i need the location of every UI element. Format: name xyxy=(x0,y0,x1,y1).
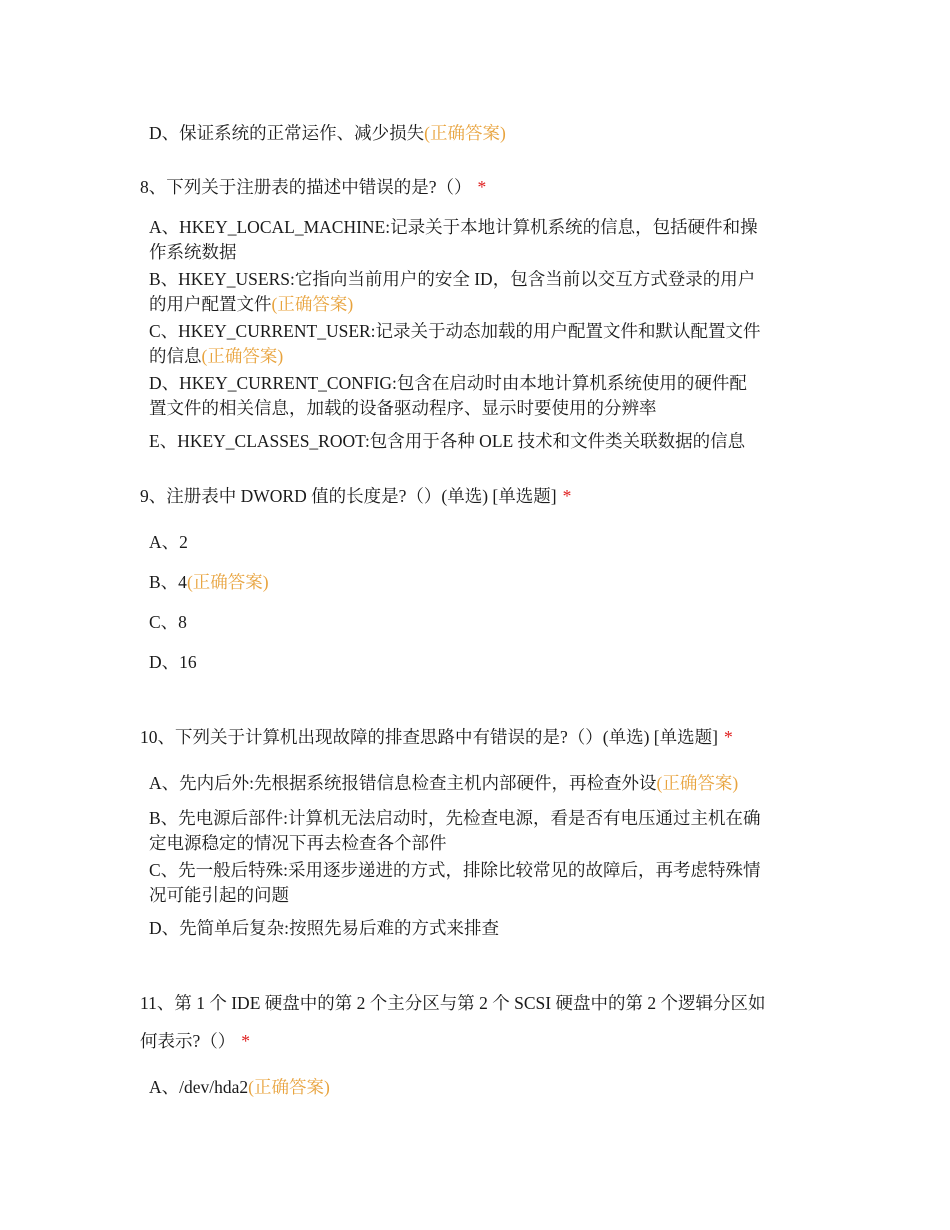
question-8-option-a: A、HKEY_LOCAL_MACHINE:记录关于本地计算机系统的信息，包括硬件和操 xyxy=(149,217,758,237)
question-8-option-e: E、HKEY_CLASSES_ROOT:包含用于各种 OLE 技术和文件类关联数据的信息 xyxy=(149,431,746,451)
question-8-title: 8、下列关于注册表的描述中错误的是?（） * xyxy=(140,177,487,197)
correct-answer-marker: (正确答案) xyxy=(656,773,739,793)
correct-answer-marker: (正确答案) xyxy=(201,346,284,366)
question-10-option-c-cont: 况可能引起的问题 xyxy=(149,885,289,905)
correct-answer-marker: (正确答案) xyxy=(248,1077,330,1097)
correct-answer-marker: (正确答案) xyxy=(271,294,354,314)
question-8-option-b-cont: 的用户配置文件(正确答案) xyxy=(149,294,354,314)
question-11-option-a: A、/dev/hda2(正确答案) xyxy=(149,1077,330,1097)
correct-answer-marker: (正确答案) xyxy=(424,123,506,143)
question-8-option-c-cont: 的信息(正确答案) xyxy=(149,346,284,366)
question-10-option-a: A、先内后外:先根据系统报错信息检查主机内部硬件，再检查外设(正确答案) xyxy=(149,773,739,793)
question-9-option-d: D、16 xyxy=(149,652,197,672)
question-10-option-b: B、先电源后部件:计算机无法启动时，先检查电源，看是否有电压通过主机在确 xyxy=(149,808,761,828)
question-8-option-c: C、HKEY_CURRENT_USER:记录关于动态加载的用户配置文件和默认配置文件 xyxy=(149,321,761,341)
question-10-option-b-cont: 定电源稳定的情况下再去检查各个部件 xyxy=(149,833,447,853)
question-9-option-a: A、2 xyxy=(149,532,188,552)
correct-answer-marker: (正确答案) xyxy=(186,572,269,592)
required-marker: * xyxy=(477,177,487,197)
question-11-title: 11、第 1 个 IDE 硬盘中的第 2 个主分区与第 2 个 SCSI 硬盘中的第 2 个逻辑分区如 xyxy=(140,993,766,1013)
question-8-option-d-cont: 置文件的相关信息，加载的设备驱动程序、显示时要使用的分辨率 xyxy=(149,398,657,418)
question-9-option-c: C、8 xyxy=(149,612,187,632)
question-11-title-cont: 何表示?（） * xyxy=(140,1031,251,1051)
question-10-title: 10、下列关于计算机出现故障的排查思路中有错误的是?（）(单选) [单选题] * xyxy=(140,727,733,747)
question-10-option-c: C、先一般后特殊:采用逐步递进的方式，排除比较常见的故障后，再考虑特殊情 xyxy=(149,860,761,880)
option-prev-d: D、保证系统的正常运作、减少损失(正确答案) xyxy=(149,123,506,143)
question-8-option-a-cont: 作系统数据 xyxy=(149,242,237,262)
question-8-option-b: B、HKEY_USERS:它指向当前用户的安全 ID，包含当前以交互方式登录的用户 xyxy=(149,269,756,289)
question-8-option-d: D、HKEY_CURRENT_CONFIG:包含在启动时由本地计算机系统使用的硬件配 xyxy=(149,373,747,393)
required-marker: * xyxy=(723,727,733,747)
question-10-option-d: D、先简单后复杂:按照先易后难的方式来排查 xyxy=(149,918,499,938)
question-9-title: 9、注册表中 DWORD 值的长度是?（）(单选) [单选题] * xyxy=(140,486,572,506)
required-marker: * xyxy=(562,486,572,506)
question-9-option-b: B、4(正确答案) xyxy=(149,572,269,592)
required-marker: * xyxy=(241,1031,251,1051)
